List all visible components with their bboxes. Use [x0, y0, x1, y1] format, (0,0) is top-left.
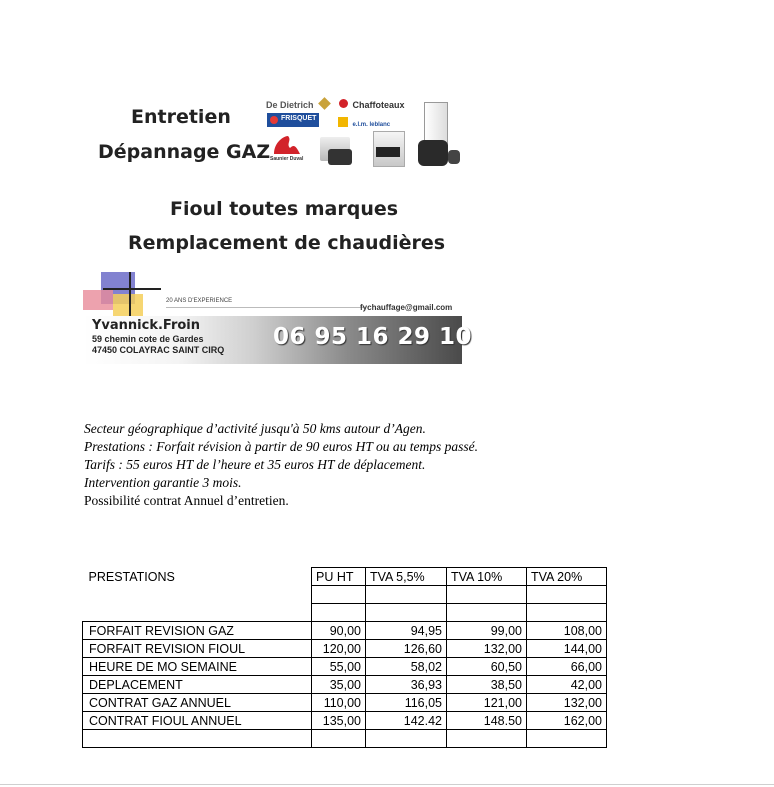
contact-name: Yvannick.Froin — [92, 318, 201, 333]
header-prestations: PRESTATIONS — [88, 569, 175, 584]
table-row — [83, 622, 607, 640]
flyer-entretien: Entretien — [131, 106, 231, 128]
cell-tva-10: 38,50 — [447, 676, 527, 694]
cell-tva-5-5: 126,60 — [366, 640, 447, 658]
cell-pu-ht: 110,00 — [312, 694, 366, 712]
boiler-image-3 — [418, 102, 462, 166]
info-line-sector: Secteur géographique d’activité jusqu'à 50 kms autour d’Agen. — [84, 421, 426, 436]
table-row — [83, 658, 607, 676]
cell-pu-ht: 120,00 — [312, 640, 366, 658]
price-table — [82, 567, 607, 748]
cell-tva-20: 108,00 — [527, 622, 607, 640]
info-line-garantie: Intervention garantie 3 mois. — [84, 475, 242, 490]
cell-tva-20: 66,00 — [527, 658, 607, 676]
cell-tva-20: 42,00 — [527, 676, 607, 694]
header-tva-5-5: TVA 5,5% — [366, 568, 447, 586]
table-row — [83, 640, 607, 658]
cell-tva-10: 148.50 — [447, 712, 527, 730]
decorative-squares — [83, 272, 163, 322]
boiler-image-1 — [320, 135, 354, 165]
boiler-image-2 — [373, 131, 405, 165]
cell-tva-5-5: 36,93 — [366, 676, 447, 694]
chaffoteaux-logo: Chaffoteaux — [339, 95, 404, 113]
divider — [166, 307, 366, 308]
contact-address-1: 59 chemin cote de Gardes — [92, 334, 204, 344]
info-block — [84, 420, 478, 510]
row-label: FORFAIT REVISION FIOUL — [83, 640, 312, 658]
elm-leblanc-logo: e.l.m. leblanc — [338, 113, 390, 131]
cell-tva-5-5: 142.42 — [366, 712, 447, 730]
table-empty-row — [83, 730, 607, 748]
frisquet-logo: FRISQUET — [267, 113, 319, 127]
cell-tva-20: 162,00 — [527, 712, 607, 730]
cell-tva-20: 132,00 — [527, 694, 607, 712]
cell-pu-ht: 90,00 — [312, 622, 366, 640]
info-line-tarifs: Tarifs : 55 euros HT de l’heure et 35 euros HT de déplacement. — [84, 457, 426, 472]
table-header-row — [83, 568, 607, 586]
table-row — [83, 712, 607, 730]
table-row — [83, 694, 607, 712]
flyer-fioul: Fioul toutes marques — [170, 198, 399, 220]
row-label: FORFAIT REVISION GAZ — [83, 622, 312, 640]
flyer-remplacement: Remplacement de chaudières — [128, 232, 446, 254]
header-pu-ht: PU HT — [312, 568, 366, 586]
cell-tva-10: 121,00 — [447, 694, 527, 712]
experience-label: 20 ANS D'EXPERIENCE — [166, 298, 233, 304]
cell-pu-ht: 55,00 — [312, 658, 366, 676]
table-spacer-row — [83, 586, 607, 604]
cell-tva-20: 144,00 — [527, 640, 607, 658]
contact-address-2: 47450 COLAYRAC SAINT CIRQ — [92, 345, 225, 355]
table-spacer-row — [83, 604, 607, 622]
cell-tva-5-5: 116,05 — [366, 694, 447, 712]
info-line-contrat: Possibilité contrat Annuel d’entretien. — [84, 493, 289, 508]
cell-pu-ht: 135,00 — [312, 712, 366, 730]
page-bottom-border — [0, 784, 774, 785]
header-tva-20: TVA 20% — [527, 568, 607, 586]
info-line-prestations: Prestations : Forfait révision à partir de 90 euros HT ou au temps passé. — [84, 439, 478, 454]
row-label: HEURE DE MO SEMAINE — [83, 658, 312, 676]
cell-tva-10: 99,00 — [447, 622, 527, 640]
cell-tva-10: 132,00 — [447, 640, 527, 658]
row-label: CONTRAT FIOUL ANNUEL — [83, 712, 312, 730]
row-label: DEPLACEMENT — [83, 676, 312, 694]
cell-tva-5-5: 94,95 — [366, 622, 447, 640]
saunier-duval-logo: Saunier Duval — [270, 134, 306, 164]
flyer-depannage: Dépannage GAZ — [98, 141, 271, 163]
cell-tva-10: 60,50 — [447, 658, 527, 676]
cell-tva-5-5: 58,02 — [366, 658, 447, 676]
row-label: CONTRAT GAZ ANNUEL — [83, 694, 312, 712]
table-row — [83, 676, 607, 694]
phone-number: 06 95 16 29 10 — [273, 324, 473, 350]
email-text: fychauffage@gmail.com — [360, 303, 453, 312]
header-tva-10: TVA 10% — [447, 568, 527, 586]
cell-pu-ht: 35,00 — [312, 676, 366, 694]
de-dietrich-logo: De Dietrich — [266, 95, 329, 113]
